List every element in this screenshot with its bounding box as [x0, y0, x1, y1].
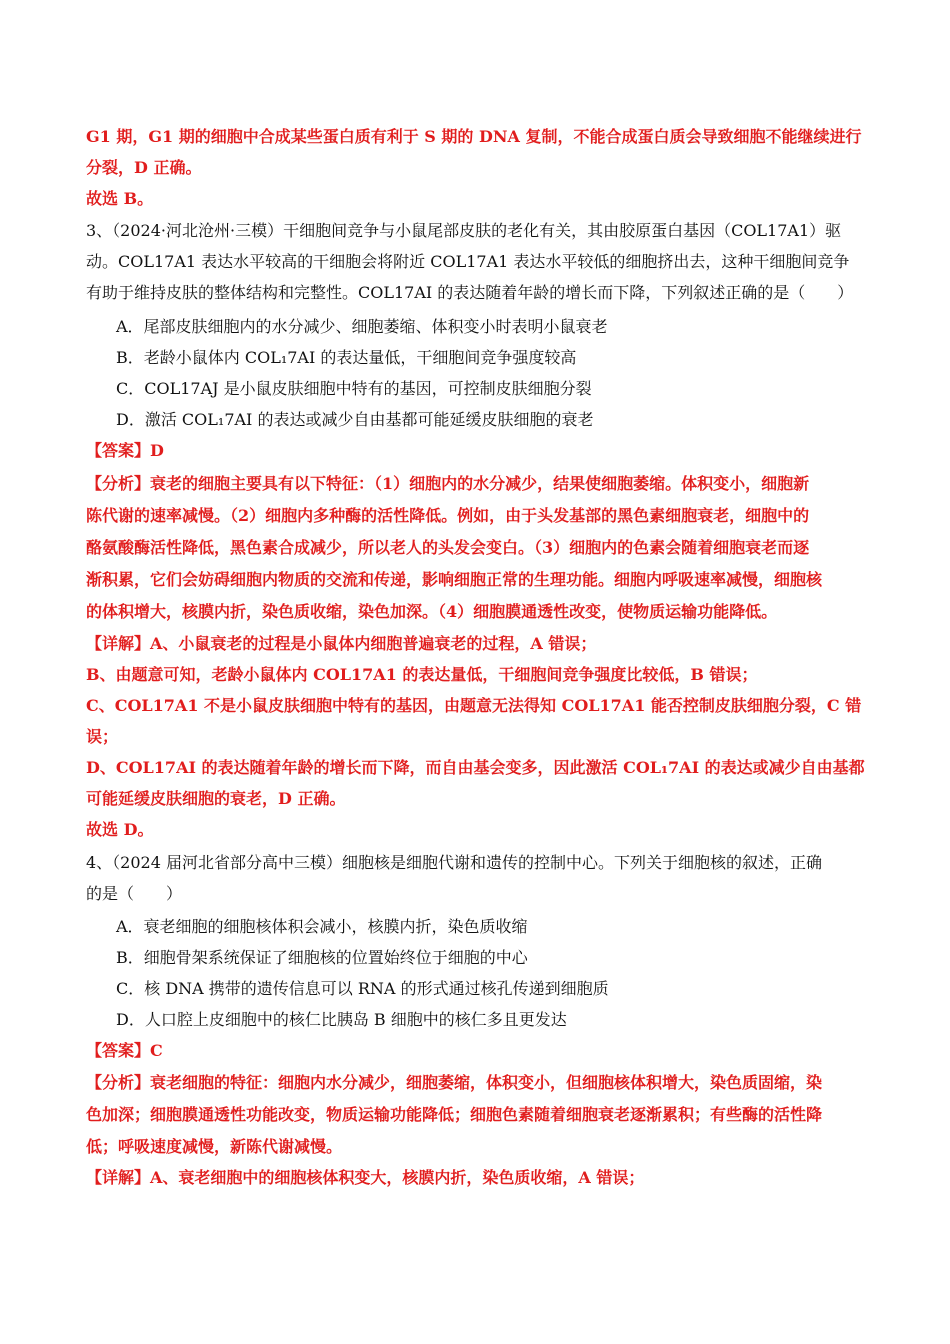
analysis-line: 分裂，D 正确。 [86, 158, 202, 177]
question-4-analysis: 【分析】衰老细胞的特征：细胞内水分减少，细胞萎缩，体积变小，但细胞核体积增大，染色质固缩，染 [86, 1073, 823, 1092]
question-4-stem: 4、（2024 届河北省部分高中三模）细胞核是细胞代谢和遗传的控制中心。下列关于细胞核的叙述，正确 [86, 853, 822, 872]
question-3-detail: 【详解】A、小鼠衰老的过程是小鼠体内细胞普遍衰老的过程，A 错误； [86, 634, 597, 653]
question-3-stem: 动。COL17A1 表达水平较高的干细胞会将附近 COL17A1 表达水平较低的细胞挤出去，这种干细胞间竞争 [86, 252, 850, 271]
question-4-option-c: C．核 DNA 携带的遗传信息可以 RNA 的形式通过核孔传递到细胞质 [116, 979, 609, 998]
question-3-analysis: 陈代谢的速率减慢。（2）细胞内多种酶的活性降低。例如，由于头发基部的黑色素细胞衰老，细胞中的 [86, 506, 810, 525]
question-3-option-a: A．尾部皮肤细胞内的水分减少、细胞萎缩、体积变小时表明小鼠衰老 [116, 317, 608, 336]
question-3-analysis: 的体积增大，核膜内折，染色质收缩，染色加深。（4）细胞膜通透性改变，使物质运输功能降低。 [86, 602, 778, 621]
question-3-stem: 有助于维持皮肤的整体结构和完整性。COL17AI 的表达随着年龄的增长而下降，下列叙述正确的是（ ） [86, 283, 854, 302]
question-3-detail: D、COL17AI 的表达随着年龄的增长而下降，而自由基会变多，因此激活 COL₁7AI 的表达或减少自由基都 [86, 758, 865, 777]
answer-selection: 故选 B。 [86, 189, 154, 208]
question-4-stem: 的是（ ） [86, 884, 183, 903]
question-4-option-d: D．人口腔上皮细胞中的核仁比胰岛 B 细胞中的核仁多且更发达 [116, 1010, 567, 1029]
analysis-line: G1 期，G1 期的细胞中合成某些蛋白质有利于 S 期的 DNA 复制，不能合成蛋白质会导致细胞不能继续进行 [86, 127, 862, 146]
question-3-analysis: 【分析】衰老的细胞主要具有以下特征：（1）细胞内的水分减少，结果使细胞萎缩。体积变小，细胞新 [86, 474, 810, 493]
question-4-option-b: B．细胞骨架系统保证了细胞核的位置始终位于细胞的中心 [116, 948, 528, 967]
question-4-analysis: 色加深；细胞膜通透性功能改变，物质运输功能降低；细胞色素随着细胞衰老逐渐累积；有些酶的活性降 [86, 1105, 823, 1124]
question-3-detail: 误； [86, 727, 119, 746]
question-3-option-b: B．老龄小鼠体内 COL₁7AI 的表达量低，干细胞间竞争强度较高 [116, 348, 577, 367]
question-3-stem: 3、（2024·河北沧州·三模）干细胞间竞争与小鼠尾部皮肤的老化有关，其由胶原蛋白基因（COL17A1）驱 [86, 221, 842, 240]
question-3-answer: 【答案】D [86, 441, 164, 460]
question-3-analysis: 酪氨酸酶活性降低，黑色素合成减少，所以老人的头发会变白。（3）细胞内的色素会随着细胞衰老而逐 [86, 538, 810, 557]
question-3-option-d: D．激活 COL₁7AI 的表达或减少自由基都可能延缓皮肤细胞的衰老 [116, 410, 594, 429]
question-3-detail: B、由题意可知，老龄小鼠体内 COL17A1 的表达量低，干细胞间竞争强度比较低，B 错误； [86, 665, 758, 684]
question-4-detail: 【详解】A、衰老细胞中的细胞核体积变大，核膜内折，染色质收缩，A 错误； [86, 1168, 645, 1187]
question-3-selection: 故选 D。 [86, 820, 154, 839]
question-4-answer: 【答案】C [86, 1041, 163, 1060]
question-4-analysis: 低；呼吸速度减慢，新陈代谢减慢。 [86, 1137, 343, 1156]
question-4-option-a: A．衰老细胞的细胞核体积会减小，核膜内折，染色质收缩 [116, 917, 528, 936]
question-3-analysis: 渐积累，它们会妨碍细胞内物质的交流和传递，影响细胞正常的生理功能。细胞内呼吸速率减慢，细胞核 [86, 570, 823, 589]
question-3-detail: C、COL17A1 不是小鼠皮肤细胞中特有的基因，由题意无法得知 COL17A1 能否控制皮肤细胞分裂，C 错 [86, 696, 862, 715]
question-3-option-c: C．COL17AJ 是小鼠皮肤细胞中特有的基因，可控制皮肤细胞分裂 [116, 379, 592, 398]
question-3-detail: 可能延缓皮肤细胞的衰老，D 正确。 [86, 789, 346, 808]
